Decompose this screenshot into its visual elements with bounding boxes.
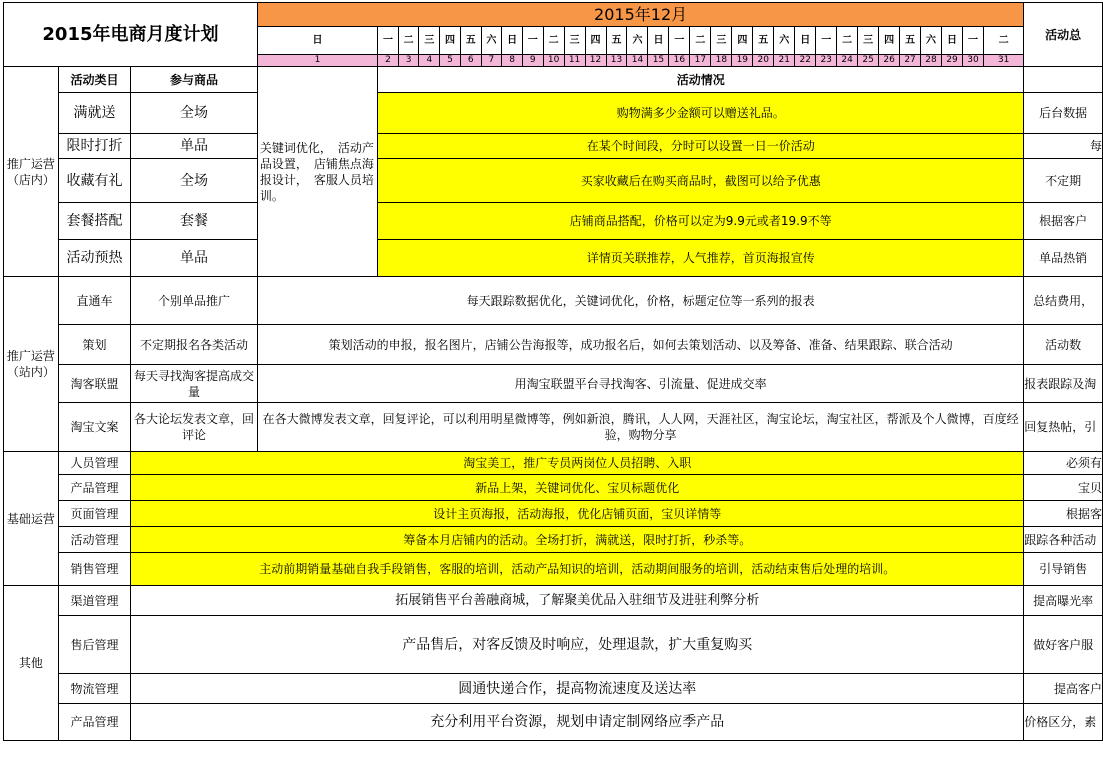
category-cell: 直通车	[58, 277, 130, 325]
summary-cell: 必须有	[1024, 452, 1103, 475]
summary-cell: 宝贝	[1024, 475, 1103, 501]
summary-cell: 不定期	[1024, 159, 1103, 203]
weekday-cell: 三	[711, 27, 732, 55]
status-cell: 购物满多少金额可以赠送礼品。	[378, 93, 1024, 134]
month-header: 2015年12月	[257, 3, 1023, 27]
status-cell: 圆通快递合作，提高物流速度及送达率	[131, 674, 1024, 704]
weekday-cell: 日	[257, 27, 377, 55]
product-cell: 个别单品推广	[131, 277, 258, 325]
day-number-cell: 3	[398, 55, 419, 67]
day-number-cell: 5	[440, 55, 461, 67]
status-cell: 设计主页海报，活动海报，优化店铺页面，宝贝详情等	[131, 501, 1024, 527]
day-number-cell: 16	[669, 55, 690, 67]
day-number-cell: 6	[460, 55, 481, 67]
weekday-cell: 六	[774, 27, 795, 55]
day-number-cell: 11	[564, 55, 585, 67]
group-label-basic: 基础运营	[4, 452, 59, 586]
product-cell: 每天寻找淘客提高成交量	[131, 365, 258, 403]
weekday-cell: 日	[942, 27, 963, 55]
weekday-cell: 一	[378, 27, 399, 55]
status-cell: 淘宝美工，推广专员两岗位人员招聘、入职	[131, 452, 1024, 475]
group-label-site	[4, 277, 59, 452]
status-cell: 拓展销售平台善融商城，了解聚美优品入驻细节及进驻利弊分析	[131, 586, 1024, 616]
category-cell: 淘宝文案	[58, 403, 130, 452]
summary-cell: 活动数	[1024, 325, 1103, 365]
product-cell: 单品	[131, 134, 258, 159]
day-number-cell: 15	[648, 55, 669, 67]
weekday-cell: 六	[481, 27, 502, 55]
day-number-cell: 23	[816, 55, 837, 67]
summary-cell: 后台数据	[1024, 93, 1103, 134]
product-cell: 各大论坛发表文章，回评论	[131, 403, 258, 452]
weekday-cell: 四	[585, 27, 606, 55]
day-number-cell: 25	[858, 55, 879, 67]
summary-cell: 每	[1024, 134, 1103, 159]
category-cell: 售后管理	[58, 616, 130, 674]
product-cell: 不定期报名各类活动	[131, 325, 258, 365]
category-cell: 套餐搭配	[58, 203, 130, 240]
day-number-cell: 29	[942, 55, 963, 67]
status-cell: 主动前期销量基础自我手段销售，客服的培训，活动产品知识的培训，活动期间服务的培训，活动结束售后处理的培训。	[131, 553, 1024, 586]
category-cell: 产品管理	[58, 704, 130, 741]
summary-cell: 根据客	[1024, 501, 1103, 527]
day-number-cell: 24	[837, 55, 858, 67]
category-cell: 活动预热	[58, 240, 130, 277]
header-category: 活动类目	[58, 67, 130, 93]
product-cell: 套餐	[131, 203, 258, 240]
weekday-cell: 日	[648, 27, 669, 55]
header-products: 参与商品	[131, 67, 258, 93]
weekday-cell: 日	[502, 27, 523, 55]
summary-cell: 单品热销	[1024, 240, 1103, 277]
summary-cell	[1024, 67, 1103, 93]
weekday-cell: 二	[543, 27, 564, 55]
day-number-cell: 7	[481, 55, 502, 67]
category-cell: 策划	[58, 325, 130, 365]
summary-cell: 根据客户	[1024, 203, 1103, 240]
weekday-cell: 二	[983, 27, 1023, 55]
category-cell: 产品管理	[58, 475, 130, 501]
status-cell: 每天跟踪数据优化，关键词优化，价格，标题定位等一系列的报表	[257, 277, 1023, 325]
day-number-cell: 27	[900, 55, 921, 67]
status-cell: 在某个时间段，分时可以设置一日一价活动	[378, 134, 1024, 159]
day-number-cell: 30	[962, 55, 983, 67]
status-cell: 用淘宝联盟平台寻找淘客、引流量、促进成交率	[257, 365, 1023, 403]
day-number-cell: 10	[543, 55, 564, 67]
weekday-cell: 四	[732, 27, 753, 55]
product-cell: 全场	[131, 93, 258, 134]
weekday-cell: 三	[419, 27, 440, 55]
summary-cell: 做好客户服	[1024, 616, 1103, 674]
day-number-cell: 2	[378, 55, 399, 67]
store-note: 关键词优化， 活动产品设置， 店铺焦点海报设计， 客服人员培训。	[257, 67, 377, 277]
status-cell: 店铺商品搭配，价格可以定为9.9元或者19.9不等	[378, 203, 1024, 240]
monthly-plan-table	[3, 2, 1103, 741]
weekday-cell: 二	[690, 27, 711, 55]
status-cell: 充分利用平台资源，规划申请定制网络应季产品	[131, 704, 1024, 741]
day-number-cell: 31	[983, 55, 1023, 67]
category-cell: 收藏有礼	[58, 159, 130, 203]
group-label-text: 推广运营 （店内）	[6, 156, 55, 187]
status-cell: 在各大微博发表文章，回复评论，可以利用明星微博等，例如新浪，腾讯，人人网，天涯社区，淘宝论坛，淘宝社区，帮派及个人微博，百度经验，购物分享	[257, 403, 1023, 452]
weekday-cell: 五	[900, 27, 921, 55]
day-number-cell: 20	[753, 55, 774, 67]
weekday-cell: 六	[921, 27, 942, 55]
weekday-cell: 一	[669, 27, 690, 55]
product-cell: 单品	[131, 240, 258, 277]
status-cell: 策划活动的申报，报名图片，店铺公告海报等，成功报名后，如何去策划活动、以及筹备、准备、结果跟踪、联合活动	[257, 325, 1023, 365]
product-cell: 全场	[131, 159, 258, 203]
day-number-cell: 28	[921, 55, 942, 67]
weekday-cell: 一	[816, 27, 837, 55]
category-cell: 限时打折	[58, 134, 130, 159]
day-number-cell: 1	[257, 55, 377, 67]
summary-cell: 价格区分，素	[1024, 704, 1103, 741]
category-cell: 销售管理	[58, 553, 130, 586]
group-label-store	[4, 67, 59, 277]
day-number-cell: 9	[522, 55, 543, 67]
day-number-cell: 26	[879, 55, 900, 67]
day-number-cell: 4	[419, 55, 440, 67]
group-label-text: 推广运营 （站内）	[6, 349, 55, 379]
day-number-cell: 14	[627, 55, 648, 67]
day-number-cell: 19	[732, 55, 753, 67]
status-cell: 详情页关联推荐，人气推荐，首页海报宣传	[378, 240, 1024, 277]
weekday-cell: 五	[460, 27, 481, 55]
day-number-cell: 13	[606, 55, 627, 67]
category-cell: 物流管理	[58, 674, 130, 704]
category-cell: 活动管理	[58, 527, 130, 553]
category-cell: 渠道管理	[58, 586, 130, 616]
summary-cell: 提高客户	[1024, 674, 1103, 704]
category-cell: 满就送	[58, 93, 130, 134]
weekday-cell: 四	[440, 27, 461, 55]
summary-cell: 总结费用，	[1024, 277, 1103, 325]
header-status: 活动情况	[378, 67, 1024, 93]
day-number-cell: 22	[795, 55, 816, 67]
day-number-cell: 21	[774, 55, 795, 67]
summary-cell: 提高曝光率	[1024, 586, 1103, 616]
day-number-cell: 12	[585, 55, 606, 67]
summary-cell: 引导销售	[1024, 553, 1103, 586]
day-number-cell: 8	[502, 55, 523, 67]
weekday-cell: 五	[606, 27, 627, 55]
summary-header: 活动总	[1024, 3, 1103, 67]
weekday-cell: 一	[522, 27, 543, 55]
category-cell: 人员管理	[58, 452, 130, 475]
category-cell: 页面管理	[58, 501, 130, 527]
group-label-other: 其他	[4, 586, 59, 741]
weekday-cell: 二	[837, 27, 858, 55]
weekday-cell: 日	[795, 27, 816, 55]
weekday-cell: 四	[879, 27, 900, 55]
weekday-cell: 二	[398, 27, 419, 55]
day-number-cell: 17	[690, 55, 711, 67]
summary-cell: 回复热帖，引	[1024, 403, 1103, 452]
summary-cell: 跟踪各种活动	[1024, 527, 1103, 553]
status-cell: 产品售后，对客反馈及时响应，处理退款，扩大重复购买	[131, 616, 1024, 674]
weekday-cell: 一	[962, 27, 983, 55]
status-cell: 筹备本月店铺内的活动。全场打折，满就送，限时打折，秒杀等。	[131, 527, 1024, 553]
weekday-cell: 六	[627, 27, 648, 55]
status-cell: 买家收藏后在购买商品时，截图可以给予优惠	[378, 159, 1024, 203]
weekday-cell: 三	[564, 27, 585, 55]
weekday-cell: 三	[858, 27, 879, 55]
weekday-cell: 五	[753, 27, 774, 55]
summary-cell: 报表跟踪及淘	[1024, 365, 1103, 403]
status-cell: 新品上架，关键词优化、宝贝标题优化	[131, 475, 1024, 501]
page-title: 2015年电商月度计划	[4, 3, 258, 67]
day-number-cell: 18	[711, 55, 732, 67]
category-cell: 淘客联盟	[58, 365, 130, 403]
